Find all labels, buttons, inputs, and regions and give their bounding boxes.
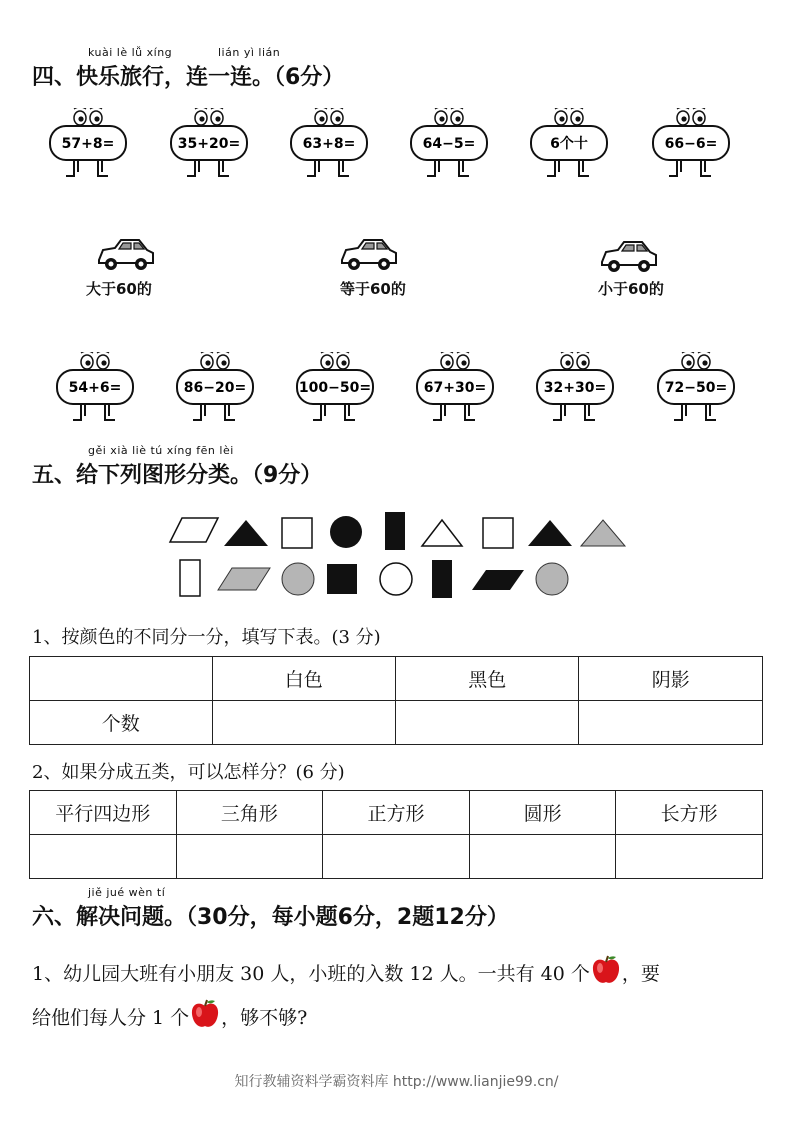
expression-text: 86−20= xyxy=(183,380,247,396)
triangle-shaded xyxy=(581,520,625,546)
square-white xyxy=(282,518,312,548)
expression-text: 64−5= xyxy=(422,136,476,152)
expression-text: 57+8= xyxy=(61,136,115,152)
car-icon xyxy=(95,236,157,274)
expression-text: 35+20= xyxy=(177,136,241,152)
apple-icon xyxy=(189,998,221,1030)
section4-title: 四、快乐旅行，连一连。（6分） xyxy=(32,65,345,90)
triangle-white xyxy=(422,520,462,546)
expression-monster xyxy=(531,108,607,176)
color-table-cell-black[interactable] xyxy=(395,701,578,745)
triangle-black xyxy=(224,520,268,546)
problem-1-line-2 xyxy=(32,998,307,1030)
color-table xyxy=(29,656,763,745)
car-icon xyxy=(338,236,400,274)
destination-less: 小于60的 xyxy=(598,280,664,298)
shape-table-cell[interactable] xyxy=(469,835,616,879)
section6-title: 六、解决问题。（30分，每小题6分，2题12分） xyxy=(32,905,509,930)
expression-monster xyxy=(50,108,126,176)
color-table-corner xyxy=(30,657,213,701)
rectangle-black xyxy=(385,512,405,550)
destination-greater: 大于60的 xyxy=(86,280,152,298)
problem-1-line-1 xyxy=(32,954,660,986)
circle-white xyxy=(380,563,412,595)
rectangle-black xyxy=(432,560,452,598)
expression-monster xyxy=(658,352,734,420)
square-white xyxy=(483,518,513,548)
section5-question-2: 2、如果分成五类，可以怎样分？(6 分) xyxy=(32,762,345,783)
shape-table-cell[interactable] xyxy=(176,835,323,879)
parallelogram-shaded xyxy=(218,568,270,590)
color-table-header-shaded: 阴影 xyxy=(579,657,763,701)
footer-watermark: 知行教辅资料学霸资料库 http://www.lianjie99.cn/ xyxy=(234,1074,559,1090)
section5-question-1: 1、按颜色的不同分一分，填写下表。(3 分) xyxy=(32,627,381,648)
car-icon xyxy=(598,238,660,276)
top-monster-row xyxy=(0,108,793,184)
shape-table-header-triangle: 三角形 xyxy=(176,791,323,835)
color-table-row-label: 个数 xyxy=(30,701,213,745)
section6-pinyin: jiě jué wèn tí xyxy=(88,886,166,899)
color-table-header-white: 白色 xyxy=(212,657,395,701)
circle-shaded xyxy=(536,563,568,595)
color-table-header-black: 黑色 xyxy=(395,657,578,701)
expression-text: 72−50= xyxy=(664,380,728,396)
color-table-cell-white[interactable] xyxy=(212,701,395,745)
expression-monster xyxy=(177,352,253,420)
destination-equal: 等于60的 xyxy=(340,280,406,298)
expression-monster xyxy=(653,108,729,176)
shape-table-cell[interactable] xyxy=(616,835,763,879)
shape-table-header-parallelogram: 平行四边形 xyxy=(30,791,177,835)
expression-text: 63+8= xyxy=(302,136,356,152)
problem-1-text-a: 1、幼儿园大班有小朋友 30 人，小班的入数 12 人。一共有 40 个 xyxy=(32,963,590,985)
bottom-monster-row xyxy=(0,352,793,428)
shape-table-header-circle: 圆形 xyxy=(469,791,616,835)
problem-1-text-d: ，够不够? xyxy=(221,1007,308,1029)
shape-table xyxy=(29,790,763,879)
expression-text: 6个十 xyxy=(550,136,588,152)
expression-monster xyxy=(171,108,247,176)
expression-text: 100−50= xyxy=(298,380,372,396)
section5-pinyin: gěi xià liè tú xíng fēn lèi xyxy=(88,444,234,457)
apple-icon xyxy=(590,954,622,986)
parallelogram-black xyxy=(472,570,524,590)
parallelogram-white xyxy=(170,518,218,542)
shape-table-header-square: 正方形 xyxy=(323,791,470,835)
expression-monster xyxy=(297,352,373,420)
expression-monster xyxy=(417,352,493,420)
section4-pinyin-1: kuài lè lǚ xíng xyxy=(88,46,173,59)
circle-shaded xyxy=(282,563,314,595)
shape-table-cell[interactable] xyxy=(323,835,470,879)
triangle-black xyxy=(528,520,572,546)
square-black xyxy=(327,564,357,594)
expression-monster xyxy=(537,352,613,420)
expression-monster xyxy=(57,352,133,420)
problem-1-text-c: 给他们每人分 1 个 xyxy=(32,1007,190,1029)
color-table-cell-shaded[interactable] xyxy=(579,701,763,745)
problem-1-text-b: ，要 xyxy=(621,963,660,985)
expression-text: 54+6= xyxy=(68,380,122,396)
expression-monster xyxy=(411,108,487,176)
shapes-figure xyxy=(160,508,630,604)
rectangle-white xyxy=(180,560,200,596)
section4-pinyin-2: lián yì lián xyxy=(218,46,281,59)
expression-text: 32+30= xyxy=(543,380,607,396)
circle-black xyxy=(330,516,362,548)
section5-title: 五、给下列图形分类。（9分） xyxy=(32,463,323,488)
expression-monster xyxy=(291,108,367,176)
shape-table-header-rectangle: 长方形 xyxy=(616,791,763,835)
shape-table-cell[interactable] xyxy=(30,835,177,879)
expression-text: 67+30= xyxy=(423,380,487,396)
expression-text: 66−6= xyxy=(664,136,718,152)
